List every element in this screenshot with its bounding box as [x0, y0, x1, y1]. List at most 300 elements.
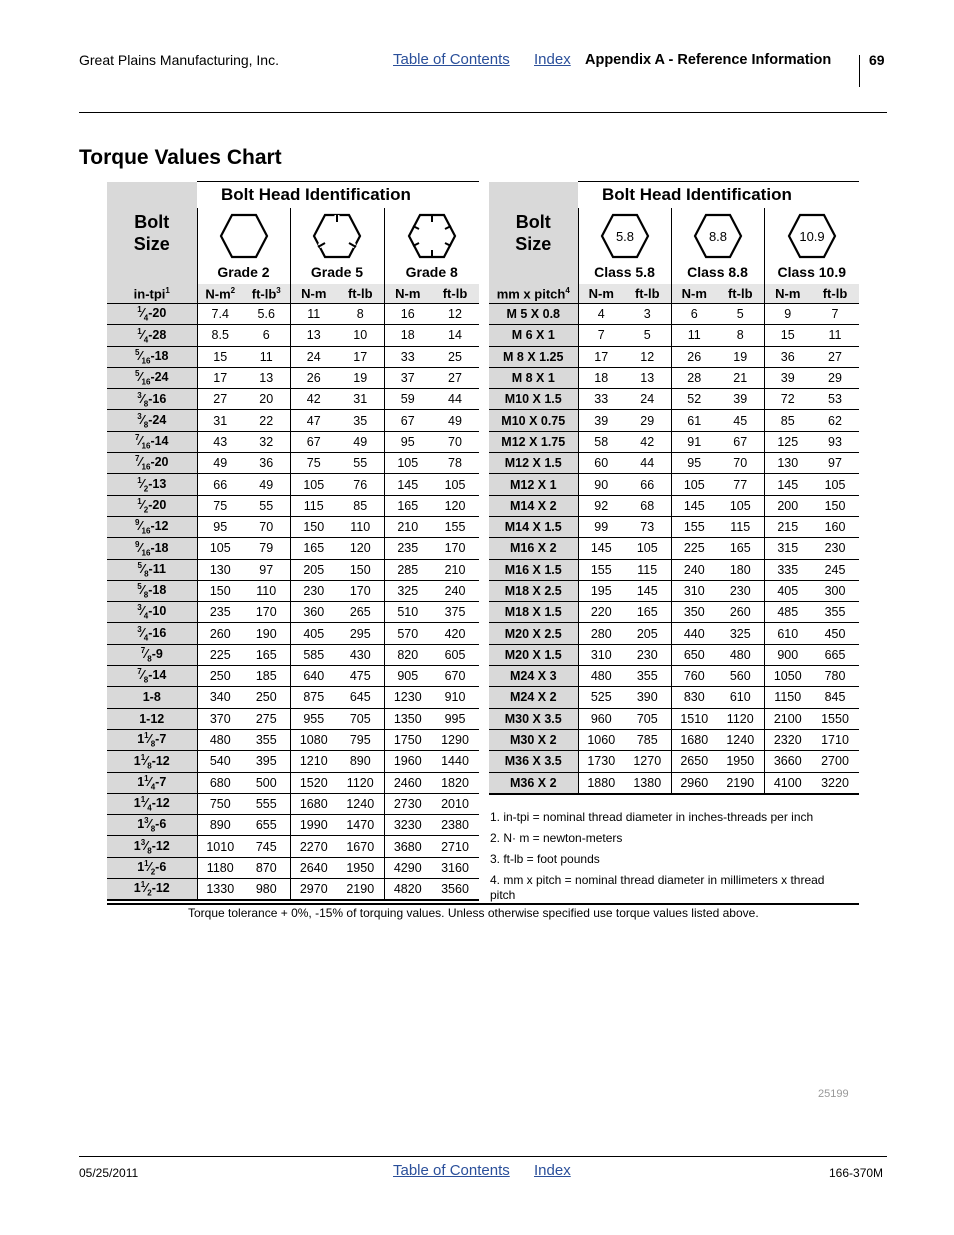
- torque-value-cell: 19: [717, 346, 764, 367]
- torque-value-cell: 165: [384, 495, 431, 516]
- torque-value-cell: 2970: [290, 879, 337, 901]
- torque-value-cell: 390: [624, 687, 671, 708]
- table-row: [107, 516, 479, 537]
- torque-value-cell: 480: [578, 666, 624, 687]
- bolt-size-cell: $^3⁄_8-24$: [107, 410, 197, 431]
- torque-value-cell: 2700: [811, 751, 859, 772]
- torque-value-cell: 67: [290, 431, 337, 452]
- table-row: [107, 815, 479, 836]
- table-row: [107, 389, 479, 410]
- grade-8-hex-icon: [407, 213, 457, 259]
- unit-header: N-m: [764, 284, 811, 304]
- torque-value-cell: 4290: [384, 857, 431, 878]
- torque-value-cell: 325: [717, 623, 764, 644]
- torque-value-cell: 12: [624, 346, 671, 367]
- footer-doc-number: 166-370M: [829, 1166, 884, 1180]
- torque-value-cell: 785: [624, 729, 671, 750]
- bolt-size-cell: $^7⁄_{16}-20$: [107, 453, 197, 474]
- torque-value-cell: 27: [197, 389, 243, 410]
- torque-value-cell: 3680: [384, 836, 431, 857]
- table-row: [107, 793, 479, 814]
- bolt-size-cell: 1-12: [107, 708, 197, 729]
- in-tpi-header: in-tpi$^1$: [107, 284, 197, 304]
- table-row: [489, 666, 859, 687]
- footer-rule: [79, 1156, 887, 1157]
- torque-value-cell: 14: [431, 325, 479, 346]
- reference-number: 25199: [818, 1088, 849, 1100]
- torque-value-cell: 16: [384, 304, 431, 325]
- torque-value-cell: 105: [717, 495, 764, 516]
- class-5-8-hex-icon: [600, 213, 650, 259]
- torque-value-cell: 115: [624, 559, 671, 580]
- torque-value-cell: 2270: [290, 836, 337, 857]
- table-row: [489, 431, 859, 452]
- bolt-size-cell: M 8 X 1: [489, 367, 578, 388]
- class-10-9-hex-icon: [787, 213, 837, 259]
- torque-value-cell: 145: [578, 538, 624, 559]
- torque-value-cell: 105: [384, 453, 431, 474]
- torque-value-cell: 7.4: [197, 304, 243, 325]
- torque-value-cell: 130: [197, 559, 243, 580]
- torque-value-cell: 8: [717, 325, 764, 346]
- torque-value-cell: 37: [384, 367, 431, 388]
- torque-value-cell: 210: [384, 516, 431, 537]
- torque-value-cell: 59: [384, 389, 431, 410]
- torque-value-cell: 43: [197, 431, 243, 452]
- inch-torque-table: [107, 181, 479, 901]
- torque-value-cell: 66: [624, 474, 671, 495]
- torque-value-cell: 39: [578, 410, 624, 431]
- table-row: [107, 644, 479, 665]
- class-10-9-cell: [764, 208, 859, 284]
- mm-pitch-header: mm x pitch$^4$: [489, 284, 578, 304]
- table-row: [107, 879, 479, 901]
- torque-value-cell: 53: [811, 389, 859, 410]
- torque-value-cell: 18: [578, 367, 624, 388]
- torque-value-cell: 955: [290, 708, 337, 729]
- table-row: [489, 772, 859, 794]
- torque-value-cell: 73: [624, 516, 671, 537]
- torque-value-cell: 105: [197, 538, 243, 559]
- torque-value-cell: 72: [764, 389, 811, 410]
- torque-value-cell: 61: [671, 410, 717, 431]
- torque-value-cell: 355: [624, 666, 671, 687]
- torque-value-cell: 67: [384, 410, 431, 431]
- table-row: [107, 751, 479, 772]
- torque-value-cell: 420: [431, 623, 479, 644]
- table-row: [107, 623, 479, 644]
- torque-value-cell: 235: [384, 538, 431, 559]
- torque-value-cell: 225: [671, 538, 717, 559]
- torque-value-cell: 55: [243, 495, 290, 516]
- torque-value-cell: 820: [384, 644, 431, 665]
- bolt-size-cell: M18 X 1.5: [489, 602, 578, 623]
- torque-value-cell: 230: [290, 580, 337, 601]
- torque-value-cell: 510: [384, 602, 431, 623]
- torque-value-cell: 170: [243, 602, 290, 623]
- torque-value-cell: 780: [811, 666, 859, 687]
- footnote: 2. N· m = newton-meters: [490, 831, 623, 845]
- bolt-size-header: Bolt Size: [489, 182, 578, 285]
- grade-8-label: Grade 8: [405, 264, 458, 280]
- torque-value-cell: 99: [578, 516, 624, 537]
- torque-value-cell: 1290: [431, 729, 479, 750]
- bolt-size-cell: M12 X 1.5: [489, 453, 578, 474]
- torque-value-cell: 1230: [384, 687, 431, 708]
- table-row: [489, 325, 859, 346]
- torque-value-cell: 1670: [337, 836, 384, 857]
- torque-value-cell: 93: [811, 431, 859, 452]
- torque-value-cell: 45: [717, 410, 764, 431]
- torque-value-cell: 5: [717, 304, 764, 325]
- torque-value-cell: 995: [431, 708, 479, 729]
- torque-value-cell: 20: [243, 389, 290, 410]
- bolt-size-cell: M18 X 2.5: [489, 580, 578, 601]
- bolt-head-id-header: Bolt Head Identification: [578, 182, 859, 209]
- torque-value-cell: 295: [337, 623, 384, 644]
- grade-5-cell: [290, 208, 384, 284]
- torque-value-cell: 570: [384, 623, 431, 644]
- torque-value-cell: 31: [197, 410, 243, 431]
- table-row: [489, 708, 859, 729]
- table-row: [489, 474, 859, 495]
- torque-value-cell: 11: [290, 304, 337, 325]
- torque-value-cell: 26: [290, 367, 337, 388]
- unit-header: ft-lb: [337, 284, 384, 304]
- torque-value-cell: 900: [764, 644, 811, 665]
- bolt-size-cell: M12 X 1.75: [489, 431, 578, 452]
- table-row: [107, 708, 479, 729]
- bolt-size-cell: $1^1⁄_4-12$: [107, 793, 197, 814]
- torque-value-cell: 645: [337, 687, 384, 708]
- torque-value-cell: 485: [764, 602, 811, 623]
- torque-value-cell: 1180: [197, 857, 243, 878]
- torque-value-cell: 28: [671, 367, 717, 388]
- torque-value-cell: 165: [290, 538, 337, 559]
- torque-value-cell: 18: [384, 325, 431, 346]
- torque-value-cell: 42: [290, 389, 337, 410]
- torque-value-cell: 750: [197, 793, 243, 814]
- torque-value-cell: 200: [764, 495, 811, 516]
- torque-value-cell: 705: [624, 708, 671, 729]
- bolt-size-cell: $^9⁄_{16}-18$: [107, 538, 197, 559]
- bolt-size-cell: M30 X 2: [489, 729, 578, 750]
- bolt-size-cell: M 5 X 0.8: [489, 304, 578, 325]
- torque-value-cell: 1240: [337, 793, 384, 814]
- torque-value-cell: 155: [578, 559, 624, 580]
- table-row: [107, 772, 479, 793]
- torque-value-cell: 285: [384, 559, 431, 580]
- torque-value-cell: 4820: [384, 879, 431, 901]
- torque-value-cell: 17: [197, 367, 243, 388]
- bolt-head-id-header: Bolt Head Identification: [197, 182, 479, 209]
- bolt-size-cell: $1^1⁄_2-6$: [107, 857, 197, 878]
- table-row: [107, 687, 479, 708]
- torque-value-cell: 4100: [764, 772, 811, 794]
- torque-value-cell: 1240: [717, 729, 764, 750]
- torque-value-cell: 47: [290, 410, 337, 431]
- torque-value-cell: 58: [578, 431, 624, 452]
- toc-link[interactable]: Table of Contents: [393, 51, 510, 68]
- torque-value-cell: 49: [431, 410, 479, 431]
- torque-value-cell: 36: [764, 346, 811, 367]
- class-8-8-cell: [671, 208, 764, 284]
- torque-value-cell: 680: [197, 772, 243, 793]
- unit-header: $N-m^2$: [197, 284, 243, 304]
- torque-value-cell: 70: [717, 453, 764, 474]
- torque-value-cell: 195: [578, 580, 624, 601]
- bolt-size-cell: $^3⁄_8-16$: [107, 389, 197, 410]
- torque-value-cell: 8: [337, 304, 384, 325]
- bolt-size-cell: $^1⁄_2-13$: [107, 474, 197, 495]
- torque-value-cell: 2710: [431, 836, 479, 857]
- torque-value-cell: 85: [337, 495, 384, 516]
- torque-value-cell: 5: [624, 325, 671, 346]
- grade-2-hex-icon: [219, 213, 269, 259]
- index-link[interactable]: Index: [534, 51, 571, 68]
- torque-value-cell: 890: [197, 815, 243, 836]
- torque-value-cell: 11: [811, 325, 859, 346]
- footer-toc-link[interactable]: Table of Contents: [393, 1162, 510, 1179]
- bolt-size-cell: M10 X 1.5: [489, 389, 578, 410]
- bolt-size-cell: $^7⁄_8-9$: [107, 644, 197, 665]
- torque-value-cell: 1520: [290, 772, 337, 793]
- torque-value-cell: 450: [811, 623, 859, 644]
- torque-value-cell: 3660: [764, 751, 811, 772]
- unit-header: ft-lb: [811, 284, 859, 304]
- torque-value-cell: 250: [197, 666, 243, 687]
- torque-value-cell: 610: [764, 623, 811, 644]
- torque-value-cell: 890: [337, 751, 384, 772]
- class-8-8-hex-icon: [693, 213, 743, 259]
- table-row: [107, 857, 479, 878]
- company-name: Great Plains Manufacturing, Inc.: [79, 52, 279, 68]
- torque-value-cell: 870: [243, 857, 290, 878]
- torque-value-cell: 480: [717, 644, 764, 665]
- torque-value-cell: 220: [578, 602, 624, 623]
- torque-value-cell: 3: [624, 304, 671, 325]
- bolt-size-cell: $1^1⁄_8-7$: [107, 729, 197, 750]
- torque-value-cell: 36: [243, 453, 290, 474]
- torque-value-cell: 49: [197, 453, 243, 474]
- torque-value-cell: 75: [290, 453, 337, 474]
- torque-value-cell: 335: [764, 559, 811, 580]
- torque-value-cell: 26: [671, 346, 717, 367]
- torque-value-cell: 665: [811, 644, 859, 665]
- torque-value-cell: 230: [624, 644, 671, 665]
- torque-value-cell: 17: [578, 346, 624, 367]
- torque-value-cell: 17: [337, 346, 384, 367]
- torque-value-cell: 1750: [384, 729, 431, 750]
- torque-value-cell: 62: [811, 410, 859, 431]
- torque-value-cell: 605: [431, 644, 479, 665]
- torque-value-cell: 705: [337, 708, 384, 729]
- torque-value-cell: 2320: [764, 729, 811, 750]
- torque-value-cell: 92: [578, 495, 624, 516]
- page-number: 69: [869, 52, 885, 68]
- grade-5-hex-icon: [312, 213, 362, 259]
- grade-5-label: Grade 5: [310, 264, 364, 280]
- torque-value-cell: 120: [431, 495, 479, 516]
- torque-value-cell: 3220: [811, 772, 859, 794]
- torque-value-cell: 33: [384, 346, 431, 367]
- bolt-size-cell: M36 X 3.5: [489, 751, 578, 772]
- table-row: [489, 729, 859, 750]
- torque-value-cell: 150: [337, 559, 384, 580]
- torque-value-cell: 110: [243, 580, 290, 601]
- torque-value-cell: 95: [384, 431, 431, 452]
- torque-value-cell: 5.6: [243, 304, 290, 325]
- torque-value-cell: 360: [290, 602, 337, 623]
- torque-value-cell: 44: [431, 389, 479, 410]
- torque-value-cell: 2960: [671, 772, 717, 794]
- torque-value-cell: 1440: [431, 751, 479, 772]
- torque-value-cell: 55: [337, 453, 384, 474]
- unit-header: N-m: [384, 284, 431, 304]
- footnote: 4. mm x pitch = nominal thread diameter in millimeters x thread pitch: [490, 873, 825, 902]
- footnote: 1. in-tpi = nominal thread diameter in inches-threads per inch: [490, 810, 814, 824]
- torque-value-cell: 405: [290, 623, 337, 644]
- torque-value-cell: 3560: [431, 879, 479, 901]
- torque-value-cell: 165: [243, 644, 290, 665]
- table-row: [107, 580, 479, 601]
- torque-value-cell: 27: [431, 367, 479, 388]
- torque-value-cell: 215: [764, 516, 811, 537]
- table-row: [107, 453, 479, 474]
- torque-value-cell: 440: [671, 623, 717, 644]
- table-row: [489, 304, 859, 325]
- hex-label: 8.8: [708, 229, 727, 244]
- torque-value-cell: 24: [624, 389, 671, 410]
- torque-value-cell: 6: [671, 304, 717, 325]
- torque-value-cell: 1350: [384, 708, 431, 729]
- torque-value-cell: 960: [578, 708, 624, 729]
- table-row: [489, 367, 859, 388]
- torque-value-cell: 230: [811, 538, 859, 559]
- torque-value-cell: 585: [290, 644, 337, 665]
- torque-value-cell: 105: [624, 538, 671, 559]
- torque-value-cell: 170: [431, 538, 479, 559]
- footnote: 3. ft-lb = foot pounds: [490, 852, 600, 866]
- torque-value-cell: 24: [290, 346, 337, 367]
- torque-value-cell: 1550: [811, 708, 859, 729]
- torque-value-cell: 7: [578, 325, 624, 346]
- torque-value-cell: 39: [764, 367, 811, 388]
- torque-value-cell: 145: [624, 580, 671, 601]
- class-10-9-label: Class 10.9: [777, 264, 846, 280]
- torque-value-cell: 49: [337, 431, 384, 452]
- torque-value-cell: 240: [671, 559, 717, 580]
- class-8-8-label: Class 8.8: [687, 264, 748, 280]
- table-row: [489, 580, 859, 601]
- torque-value-cell: 52: [671, 389, 717, 410]
- unit-header: $ft-lb^3$: [243, 284, 290, 304]
- bolt-size-cell: $1^1⁄_8-12$: [107, 751, 197, 772]
- torque-value-cell: 525: [578, 687, 624, 708]
- torque-value-cell: 280: [578, 623, 624, 644]
- torque-value-cell: 265: [337, 602, 384, 623]
- bolt-size-cell: M14 X 2: [489, 495, 578, 516]
- torque-value-cell: 1060: [578, 729, 624, 750]
- header-divider: [859, 55, 860, 87]
- torque-value-cell: 160: [811, 516, 859, 537]
- bolt-size-cell: M16 X 1.5: [489, 559, 578, 580]
- bolt-size-cell: $^1⁄_4-28$: [107, 325, 197, 346]
- table-row: [489, 751, 859, 772]
- footer-date: 05/25/2011: [79, 1166, 139, 1180]
- torque-value-cell: 170: [337, 580, 384, 601]
- footer-index-link[interactable]: Index: [534, 1162, 571, 1179]
- torque-value-cell: 1730: [578, 751, 624, 772]
- torque-value-cell: 115: [290, 495, 337, 516]
- torque-value-cell: 130: [764, 453, 811, 474]
- torque-value-cell: 90: [578, 474, 624, 495]
- bolt-size-cell: M24 X 2: [489, 687, 578, 708]
- table-row: [489, 623, 859, 644]
- torque-value-cell: 1960: [384, 751, 431, 772]
- torque-value-cell: 180: [717, 559, 764, 580]
- hex-label: 10.9: [799, 229, 825, 244]
- torque-value-cell: 4: [578, 304, 624, 325]
- torque-value-cell: 190: [243, 623, 290, 644]
- torque-value-cell: 240: [431, 580, 479, 601]
- torque-value-cell: 2650: [671, 751, 717, 772]
- bolt-size-cell: $1^3⁄_8-12$: [107, 836, 197, 857]
- torque-value-cell: 66: [197, 474, 243, 495]
- torque-value-cell: 145: [384, 474, 431, 495]
- unit-header: ft-lb: [624, 284, 671, 304]
- torque-value-cell: 6: [243, 325, 290, 346]
- table-row: [107, 729, 479, 750]
- torque-value-cell: 655: [243, 815, 290, 836]
- torque-value-cell: 2190: [337, 879, 384, 901]
- torque-value-cell: 370: [197, 708, 243, 729]
- table-row: [107, 836, 479, 857]
- bolt-size-cell: $1^1⁄_4-7$: [107, 772, 197, 793]
- torque-value-cell: 260: [717, 602, 764, 623]
- torque-value-cell: 1380: [624, 772, 671, 794]
- torque-value-cell: 355: [243, 729, 290, 750]
- bolt-size-cell: $^5⁄_{16}-24$: [107, 367, 197, 388]
- torque-value-cell: 650: [671, 644, 717, 665]
- unit-header: ft-lb: [431, 284, 479, 304]
- table-row: [107, 474, 479, 495]
- torque-value-cell: 2190: [717, 772, 764, 794]
- torque-value-cell: 2010: [431, 793, 479, 814]
- grade-2-label: Grade 2: [217, 264, 270, 280]
- torque-value-cell: 980: [243, 879, 290, 901]
- torque-value-cell: 500: [243, 772, 290, 793]
- torque-value-cell: 31: [337, 389, 384, 410]
- table-row: [107, 602, 479, 623]
- table-row: [107, 346, 479, 367]
- torque-value-cell: 165: [624, 602, 671, 623]
- torque-value-cell: 245: [811, 559, 859, 580]
- torque-value-cell: 105: [811, 474, 859, 495]
- torque-value-cell: 1880: [578, 772, 624, 794]
- torque-value-cell: 1120: [337, 772, 384, 793]
- bolt-size-cell: $1^3⁄_8-6$: [107, 815, 197, 836]
- torque-value-cell: 760: [671, 666, 717, 687]
- table-row: [107, 431, 479, 452]
- torque-value-cell: 1710: [811, 729, 859, 750]
- torque-value-cell: 95: [671, 453, 717, 474]
- torque-value-cell: 340: [197, 687, 243, 708]
- unit-header: ft-lb: [717, 284, 764, 304]
- torque-value-cell: 105: [431, 474, 479, 495]
- torque-value-cell: 105: [290, 474, 337, 495]
- torque-value-cell: 185: [243, 666, 290, 687]
